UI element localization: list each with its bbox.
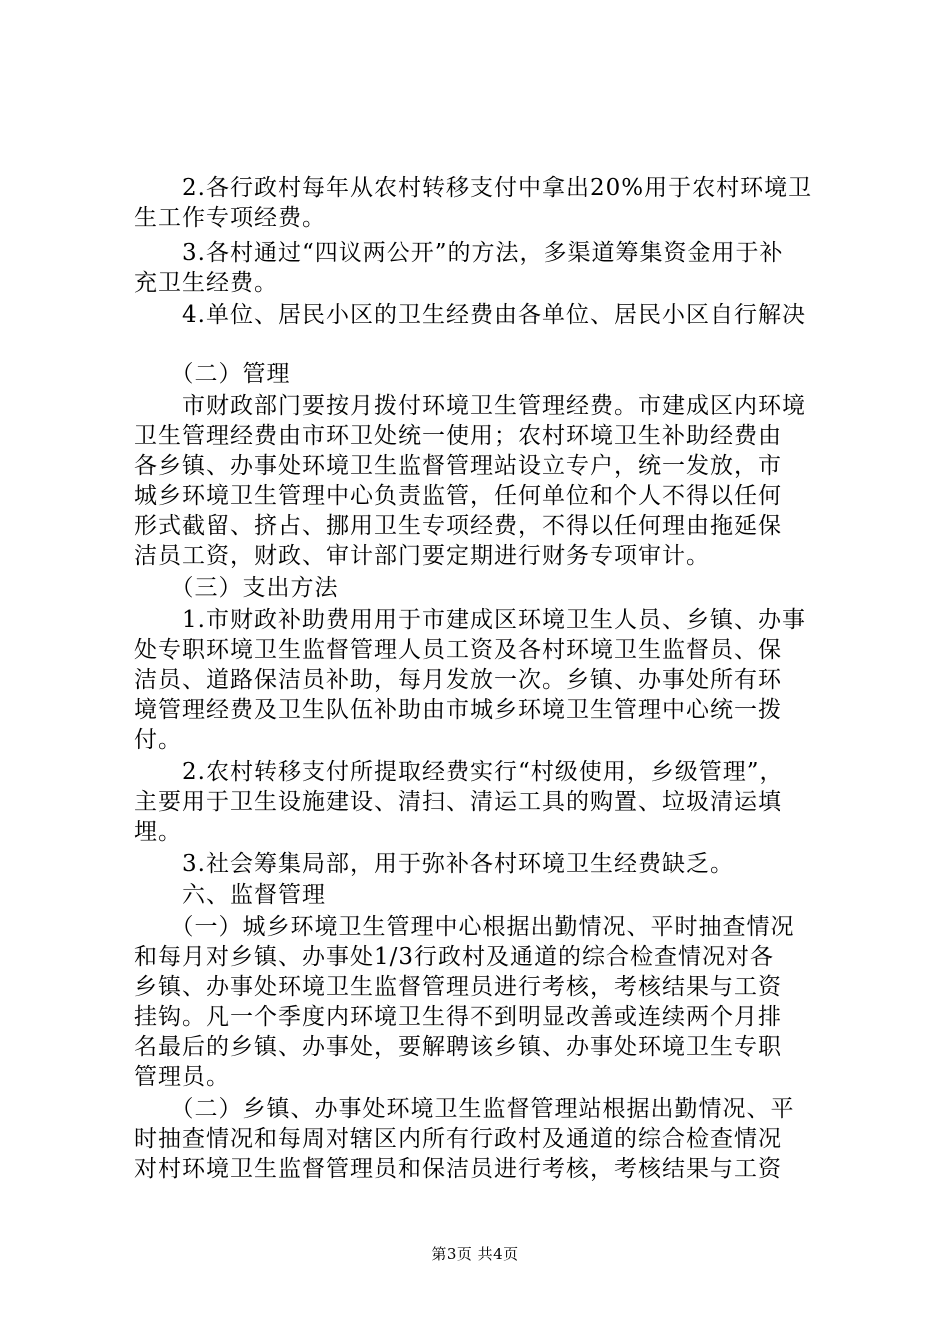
paragraph-line: 卫生管理经费由市环卫处统一使用；农村环境卫生补助经费由: [134, 423, 782, 449]
paragraph-line: （一）城乡环境卫生管理中心根据出勤情况、平时抽查情况: [134, 914, 795, 940]
section-heading: （二）管理: [134, 361, 291, 387]
paragraph-line: 名最后的乡镇、办事处，要解聘该乡镇、办事处环境卫生专职: [134, 1034, 782, 1060]
paragraph-line: 乡镇、办事处环境卫生监督管理员进行考核，考核结果与工资: [134, 974, 782, 1000]
paragraph-line: 4.单位、居民小区的卫生经费由各单位、居民小区自行解决: [134, 302, 806, 328]
paragraph-line: 2.各行政村每年从农村转移支付中拿出20%用于农村环境卫: [134, 175, 813, 201]
paragraph-line: 境管理经费及卫生队伍补助由市城乡环境卫生管理中心统一拨: [134, 697, 782, 723]
paragraph-line: 生工作专项经费。: [134, 205, 326, 231]
paragraph-line: （二）乡镇、办事处环境卫生监督管理站根据出勤情况、平: [134, 1096, 795, 1122]
paragraph-line: 和每月对乡镇、办事处1/3行政村及通道的综合检查情况对各: [134, 944, 775, 970]
paragraph-line: 2.农村转移支付所提取经费实行“村级使用，乡级管理”，: [134, 759, 784, 785]
paragraph-line: 主要用于卫生设施建设、清扫、清运工具的购置、垃圾清运填: [134, 789, 782, 815]
paragraph-line: 挂钩。凡一个季度内环境卫生得不到明显改善或连续两个月排: [134, 1004, 782, 1030]
paragraph-line: 市财政部门要按月拨付环境卫生管理经费。市建成区内环境: [134, 393, 806, 419]
paragraph-line: 对村环境卫生监督管理员和保洁员进行考核，考核结果与工资: [134, 1156, 782, 1182]
paragraph-line: 洁员、道路保洁员补助，每月发放一次。乡镇、办事处所有环: [134, 667, 782, 693]
paragraph-line: 处专职环境卫生监督管理人员工资及各村环境卫生监督员、保: [134, 637, 782, 663]
paragraph-line: 付。: [134, 727, 182, 753]
paragraph-line: 3.各村通过“四议两公开”的方法，多渠道筹集资金用于补: [134, 240, 784, 266]
paragraph-line: 3.社会筹集局部，用于弥补各村环境卫生经费缺乏。: [134, 851, 734, 877]
paragraph-line: 各乡镇、办事处环境卫生监督管理站设立专户，统一发放，市: [134, 453, 782, 479]
paragraph-line: 时抽查情况和每周对辖区内所有行政村及通道的综合检查情况: [134, 1126, 782, 1152]
paragraph-line: 城乡环境卫生管理中心负责监管，任何单位和个人不得以任何: [134, 483, 782, 509]
paragraph-line: 形式截留、挤占、挪用卫生专项经费，不得以任何理由拖延保: [134, 513, 782, 539]
paragraph-line: 埋。: [134, 819, 182, 845]
section-heading: 六、监督管理: [134, 882, 326, 908]
paragraph-line: 充卫生经费。: [134, 270, 278, 296]
section-heading: （三）支出方法: [134, 575, 339, 601]
page-number-footer: 第3页 共4页: [431, 1245, 519, 1263]
paragraph-line: 洁员工资，财政、审计部门要定期进行财务专项审计。: [134, 543, 710, 569]
paragraph-line: 管理员。: [134, 1064, 230, 1090]
paragraph-line: 1.市财政补助费用用于市建成区环境卫生人员、乡镇、办事: [134, 607, 806, 633]
